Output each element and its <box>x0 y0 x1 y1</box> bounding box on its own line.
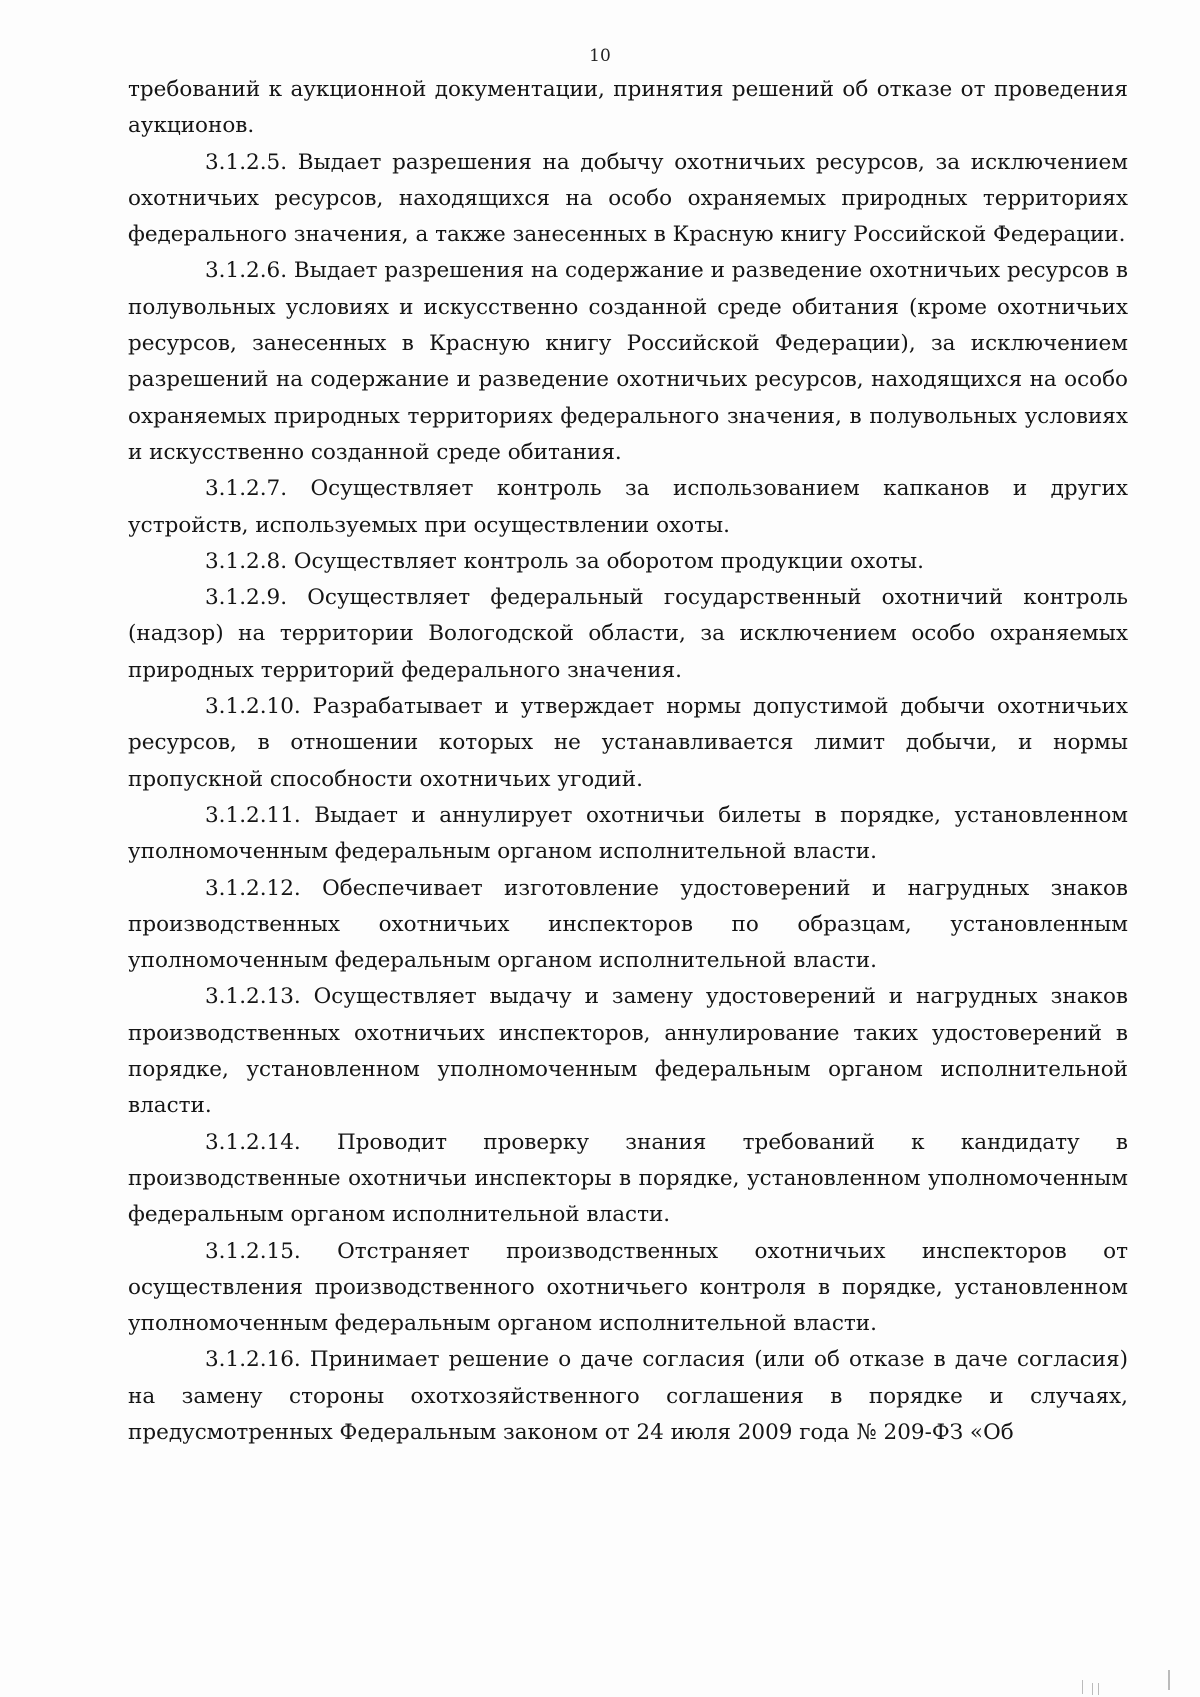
paragraph-3-1-2-16: 3.1.2.16. Принимает решение о даче согласия (или об отказе в даче согласия) на замену стороны охотхозяйственного соглашения в порядке и случаях, предусмотренных Федеральным законом от 24 июля 2009 года № 209-ФЗ «Об <box>128 1347 1128 1445</box>
scan-artifact <box>1098 1683 1099 1695</box>
scan-artifact <box>1092 1683 1093 1695</box>
paragraph-3-1-2-6: 3.1.2.6. Выдает разрешения на содержание и разведение охотничьих ресурсов в полувольных условиях и искусственно созданной среде обитания (кроме охотничьих ресурсов, занесенных в Красную книгу Российской Федерации), за исключением разрешений на содержание и разведение охотничьих ресурсов, находящихся на особо охраняемых природных территориях федерального значения, в полувольных условиях и искусственно созданной среде обитания. <box>128 258 1128 465</box>
paragraph-3-1-2-7: 3.1.2.7. Осуществляет контроль за использованием капканов и других устройств, используемых при осуществлении охоты. <box>128 476 1128 538</box>
paragraph-3-1-2-8: 3.1.2.8. Осуществляет контроль за оборотом продукции охоты. <box>205 548 924 574</box>
document-body <box>128 72 1128 1451</box>
page-number: 10 <box>589 46 611 66</box>
paragraph-3-1-2-12: 3.1.2.12. Обеспечивает изготовление удостоверений и нагрудных знаков производственных охотничьих инспекторов по образцам, установленным уполномоченным федеральным органом исполнительной власти. <box>128 875 1128 974</box>
paragraph-3-1-2-11: 3.1.2.11. Выдает и аннулирует охотничьи билеты в порядке, установленном уполномоченным федеральным органом исполнительной власти. <box>128 802 1128 865</box>
scan-artifact <box>1082 1680 1083 1694</box>
paragraph-3-1-2-14: 3.1.2.14. Проводит проверку знания требований к кандидату в производственные охотничьи инспекторы в порядке, установленном уполномоченным федеральным органом исполнительной власти. <box>128 1129 1128 1228</box>
paragraph-3-1-2-15: 3.1.2.15. Отстраняет производственных охотничьих инспекторов от осуществления производственного охотничьего контроля в порядке, установленном уполномоченным федеральным органом исполнительной власти. <box>128 1238 1128 1337</box>
paragraph-3-1-2-10: 3.1.2.10. Разрабатывает и утверждает нормы допустимой добычи охотничьих ресурсов, в отношении которых не устанавливается лимит добычи, и нормы пропускной способности охотничьих угодий. <box>128 694 1128 792</box>
paragraph-3-1-2-5: 3.1.2.5. Выдает разрешения на добычу охотничьих ресурсов, за исключением охотничьих ресурсов, находящихся на особо охраняемых природных территориях федерального значения, а также занесенных в Красную книгу Российской Федерации. <box>128 149 1128 248</box>
paragraph-3-1-2-13: 3.1.2.13. Осуществляет выдачу и замену удостоверений и нагрудных знаков производственных охотничьих инспекторов, аннулирование таких удостоверений в порядке, установленном уполномоченным федеральным органом исполнительной власти. <box>128 984 1128 1119</box>
scan-artifact <box>1168 1670 1170 1690</box>
paragraph-3-1-2-9: 3.1.2.9. Осуществляет федеральный государственный охотничий контроль (надзор) на территории Вологодской области, за исключением особо охраняемых природных территорий федерального значения. <box>128 585 1128 683</box>
paragraph-continuation: требований к аукционной документации, принятия решений об отказе от проведения аукционов. <box>128 77 1128 139</box>
